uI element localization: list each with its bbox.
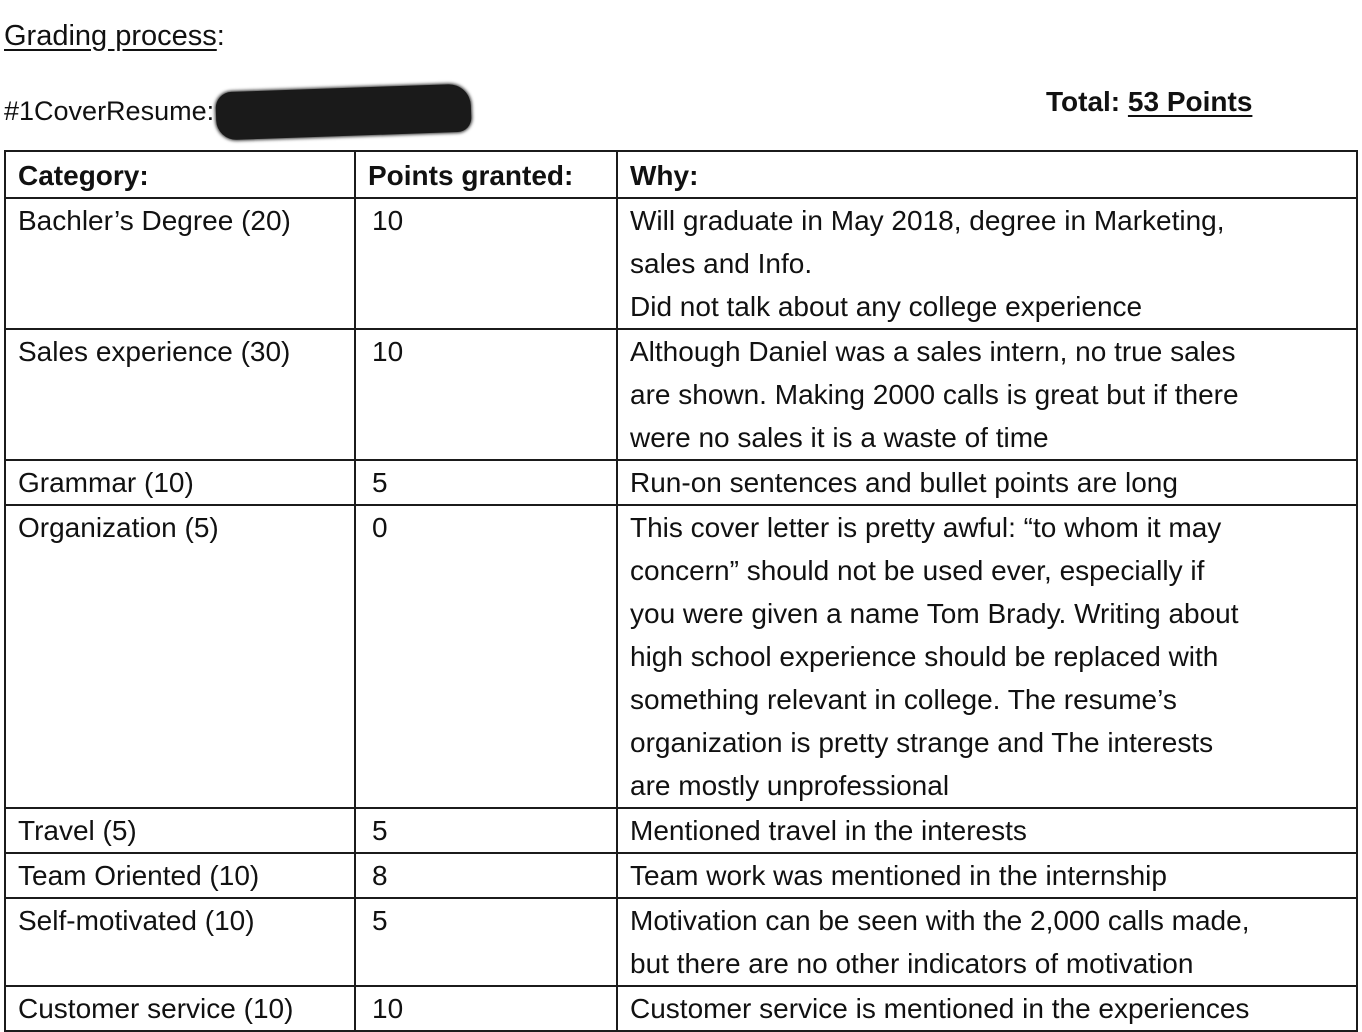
total-value: 53 Points — [1127, 86, 1253, 117]
heading-colon: : — [216, 20, 225, 52]
why-line: Although Daniel was a sales intern, no true sales — [630, 336, 1236, 367]
why-line: are shown. Making 2000 calls is great but if there — [630, 379, 1239, 410]
why-line: Did not talk about any college experience — [630, 291, 1143, 322]
table-row — [5, 853, 1357, 898]
cell-category: Bachler’s Degree (20) — [5, 198, 355, 329]
cell-category: Sales experience (30) — [5, 329, 355, 460]
table-header-row — [5, 151, 1357, 198]
why-line: concern” should not be used ever, especially if — [630, 555, 1205, 586]
why-line: Motivation can be seen with the 2,000 calls made, — [630, 905, 1250, 936]
header-category: Category: — [5, 151, 355, 198]
table-row — [5, 198, 1357, 329]
table-row — [5, 986, 1357, 1031]
grading-table — [4, 150, 1358, 1032]
why-line: you were given a name Tom Brady. Writing about — [630, 598, 1239, 629]
total-label: Total: — [1046, 86, 1121, 117]
why-line: Mentioned travel in the interests — [630, 815, 1027, 846]
why-line: This cover letter is pretty awful: “to whom it may — [630, 512, 1222, 543]
cell-category: Travel (5) — [5, 808, 355, 853]
cell-points: 8 — [355, 853, 617, 898]
cell-why — [617, 986, 1357, 1031]
cell-why — [617, 853, 1357, 898]
cell-points: 10 — [355, 986, 617, 1031]
cell-points: 5 — [355, 808, 617, 853]
cell-category: Customer service (10) — [5, 986, 355, 1031]
why-line: but there are no other indicators of motivation — [630, 948, 1194, 979]
table-row — [5, 460, 1357, 505]
document-id-label: #1CoverResume: — [4, 96, 215, 126]
header-why: Why: — [617, 151, 1357, 198]
why-line: high school experience should be replaced with — [630, 641, 1219, 672]
cell-why — [617, 898, 1357, 986]
why-line: sales and Info. — [630, 248, 813, 279]
cell-why — [617, 198, 1357, 329]
why-line: Run-on sentences and bullet points are long — [630, 467, 1178, 498]
table-row — [5, 505, 1357, 808]
table-row — [5, 329, 1357, 460]
total-score — [1046, 82, 1252, 122]
heading-label: Grading process — [4, 20, 217, 52]
why-line: something relevant in college. The resume’s — [630, 684, 1177, 715]
why-line: Team work was mentioned in the internship — [630, 860, 1167, 891]
table-row — [5, 808, 1357, 853]
page-heading — [4, 16, 225, 56]
why-line: organization is pretty strange and The interests — [630, 727, 1214, 758]
cell-points: 10 — [355, 198, 617, 329]
cell-points: 5 — [355, 460, 617, 505]
cell-category: Self-motivated (10) — [5, 898, 355, 986]
why-line: Customer service is mentioned in the experiences — [630, 993, 1250, 1024]
cell-why — [617, 808, 1357, 853]
why-line: were no sales it is a waste of time — [630, 422, 1049, 453]
header-points: Points granted: — [355, 151, 617, 198]
cell-points: 5 — [355, 898, 617, 986]
cell-category: Organization (5) — [5, 505, 355, 808]
redacted-name-mark — [215, 84, 472, 141]
cell-why — [617, 460, 1357, 505]
document-id-line — [4, 86, 471, 136]
why-line: are mostly unprofessional — [630, 770, 950, 801]
cell-points: 0 — [355, 505, 617, 808]
cell-why — [617, 329, 1357, 460]
cell-category: Grammar (10) — [5, 460, 355, 505]
cell-points: 10 — [355, 329, 617, 460]
cell-category: Team Oriented (10) — [5, 853, 355, 898]
why-line: Will graduate in May 2018, degree in Marketing, — [630, 205, 1225, 236]
cell-why — [617, 505, 1357, 808]
table-row — [5, 898, 1357, 986]
